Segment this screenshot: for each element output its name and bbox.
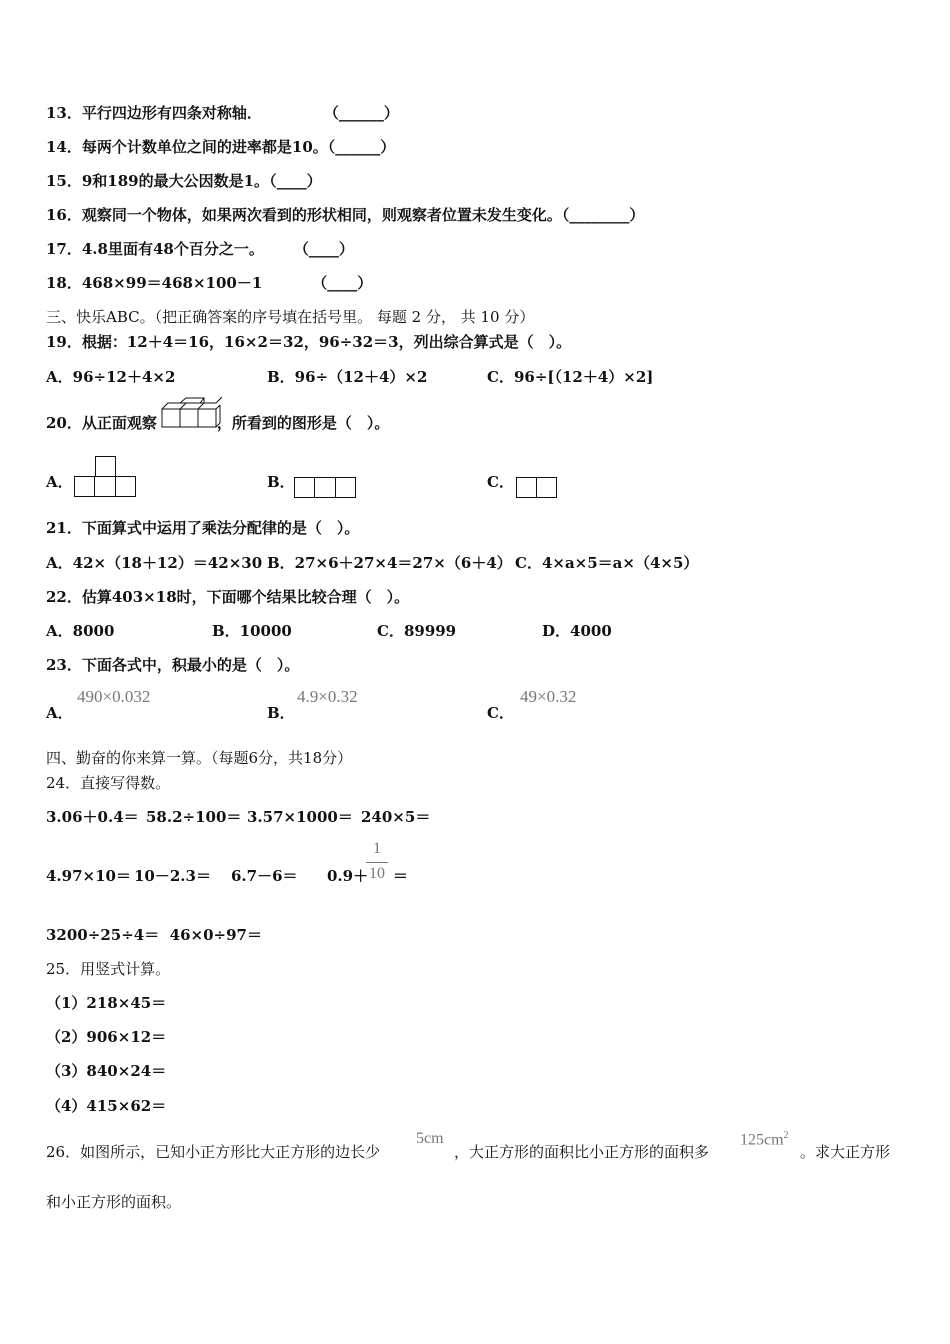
q20-b-square-1 xyxy=(294,477,315,498)
q20-option-a[interactable]: A． xyxy=(46,473,73,491)
q24-row-3: 3200÷25÷4＝ 46×0÷97＝ xyxy=(46,926,262,944)
q15-text: 9和189的最大公因数是1。 xyxy=(81,172,270,190)
q25-item-4: （4）415×62＝ xyxy=(46,1097,167,1115)
q20-stem-end: ，所看到的图形是（ ）。 xyxy=(216,414,390,432)
q19-option-a[interactable]: A．96÷12＋4×2 xyxy=(46,368,176,386)
q16-answer-blank[interactable]: （________） xyxy=(561,206,645,224)
q24-r1-c1: 3.06＋0.4＝ xyxy=(46,808,139,826)
q23-stem: 23．下面各式中，积最小的是（ ）。 xyxy=(46,656,300,674)
q24-r1-c3: 3.57×1000＝ xyxy=(247,808,353,826)
q26-superscript: 2 xyxy=(783,1130,789,1141)
q20-a-square-2 xyxy=(94,476,116,497)
q26-text-start: 26．如图所示，已知小正方形比大正方形的边长少 xyxy=(46,1143,381,1161)
q21-option-b[interactable]: B．27×6＋27×4＝27×（6＋4） xyxy=(267,554,512,572)
q24-stem: 24．直接写得数。 xyxy=(46,774,171,792)
q19-option-b[interactable]: B．96÷（12＋4）×2 xyxy=(267,368,428,386)
q20-c-square-1 xyxy=(516,477,537,498)
section-3-heading: 三、快乐ABC。（把正确答案的序号填在括号里。 每题 2 分， 共 10 分） xyxy=(46,308,535,326)
q23-c-expression: 49×0.32 xyxy=(520,687,577,706)
q23-option-b[interactable]: B． xyxy=(267,704,295,722)
q23-a-expression: 490×0.032 xyxy=(77,687,151,706)
q24-r2-c1: 4.97×10＝ xyxy=(46,867,131,885)
q26-text-middle: ，大正方形的面积比小正方形的面积多 xyxy=(454,1143,710,1161)
q13-text: 平行四边形有四条对称轴． xyxy=(81,104,262,122)
q23-option-a[interactable]: A． xyxy=(46,704,73,722)
q24-r2-c4-prefix: 0.9＋ xyxy=(327,867,369,885)
q21-option-a[interactable]: A．42×（18＋12）＝42×30 xyxy=(46,554,263,572)
q15-answer-blank[interactable]: （____） xyxy=(269,172,322,190)
q20-stem-start: 20．从正面观察 xyxy=(46,414,157,432)
cube-figure-icon xyxy=(160,397,222,429)
question-18 xyxy=(46,273,372,293)
q13-number: 13． xyxy=(46,104,82,122)
q23-b-expression: 4.9×0.32 xyxy=(297,687,358,706)
q24-r2-c3: 6.7－6＝ xyxy=(231,867,298,885)
q24-r1-c2: 58.2÷100＝ xyxy=(146,808,242,826)
q25-item-2: （2）906×12＝ xyxy=(46,1028,167,1046)
q22-stem: 22．估算403×18时，下面哪个结果比较合理（ ）。 xyxy=(46,588,410,606)
q24-r2-c4-suffix: ＝ xyxy=(393,867,409,885)
q26-value-125cm2 xyxy=(740,1130,789,1149)
q20-b-square-3 xyxy=(335,477,356,498)
q22-option-a[interactable]: A．8000 xyxy=(46,622,115,640)
q26-text-line-2: 和小正方形的面积。 xyxy=(46,1193,182,1211)
q22-option-c[interactable]: C．89999 xyxy=(377,622,457,640)
q20-b-square-2 xyxy=(314,477,336,498)
q25-item-1: （1）218×45＝ xyxy=(46,994,167,1012)
question-15 xyxy=(46,171,322,191)
q20-a-top-square xyxy=(95,456,116,477)
q14-number: 14． xyxy=(46,138,82,156)
q13-answer-blank[interactable]: （______） xyxy=(323,104,399,122)
q23-option-c[interactable]: C． xyxy=(487,704,514,722)
q20-c-square-2 xyxy=(536,477,557,498)
question-17 xyxy=(46,239,354,259)
question-13 xyxy=(46,103,399,123)
q24-r2-c2: 10－2.3＝ xyxy=(134,867,211,885)
question-16 xyxy=(46,205,644,225)
q20-a-square-3 xyxy=(115,476,136,497)
q24-fraction-denominator: 10 xyxy=(369,865,385,882)
q14-text: 每两个计数单位之间的进率都是10。 xyxy=(81,138,328,156)
section-4-heading: 四、勤奋的你来算一算。（每题6分，共18分） xyxy=(46,749,353,767)
q18-number: 18． xyxy=(46,274,82,292)
q22-option-d[interactable]: D．4000 xyxy=(542,622,612,640)
q26-value-125cm: 125cm xyxy=(740,1131,784,1149)
q16-number: 16． xyxy=(46,206,82,224)
q17-text: 4.8里面有48个百分之一。 xyxy=(81,240,264,258)
q25-stem: 25．用竖式计算。 xyxy=(46,960,171,978)
q22-option-b[interactable]: B．10000 xyxy=(212,622,292,640)
q26-text-end: 。求大正方形 xyxy=(800,1143,891,1161)
q14-answer-blank[interactable]: （______） xyxy=(327,138,396,156)
q17-answer-blank[interactable]: （____） xyxy=(293,240,354,258)
q19-option-c[interactable]: C．96÷[（12＋4）×2] xyxy=(487,368,654,386)
question-14 xyxy=(46,137,395,157)
q17-number: 17． xyxy=(46,240,82,258)
q24-r1-c4: 240×5＝ xyxy=(361,808,431,826)
q24-fraction-numerator: 1 xyxy=(373,840,381,857)
q20-option-b[interactable]: B． xyxy=(267,473,295,491)
q24-fraction-bar xyxy=(366,862,388,863)
q21-stem: 21．下面算式中运用了乘法分配律的是（ ）。 xyxy=(46,519,360,537)
q18-answer-blank[interactable]: （____） xyxy=(312,274,373,292)
q25-item-3: （3）840×24＝ xyxy=(46,1062,167,1080)
q18-text: 468×99＝468×100－1 xyxy=(81,274,263,292)
q26-value-5cm: 5cm xyxy=(416,1130,444,1147)
q21-option-c[interactable]: C．4×a×5＝a×（4×5） xyxy=(515,554,699,572)
q19-stem: 19．根据：12＋4＝16，16×2＝32，96÷32＝3，列出综合算式是（ ）。 xyxy=(46,333,572,351)
q15-number: 15． xyxy=(46,172,82,190)
q20-option-c[interactable]: C． xyxy=(487,473,514,491)
q16-text: 观察同一个物体，如果两次看到的形状相同，则观察者位置未发生变化。 xyxy=(81,206,562,224)
q20-a-square-1 xyxy=(74,476,95,497)
